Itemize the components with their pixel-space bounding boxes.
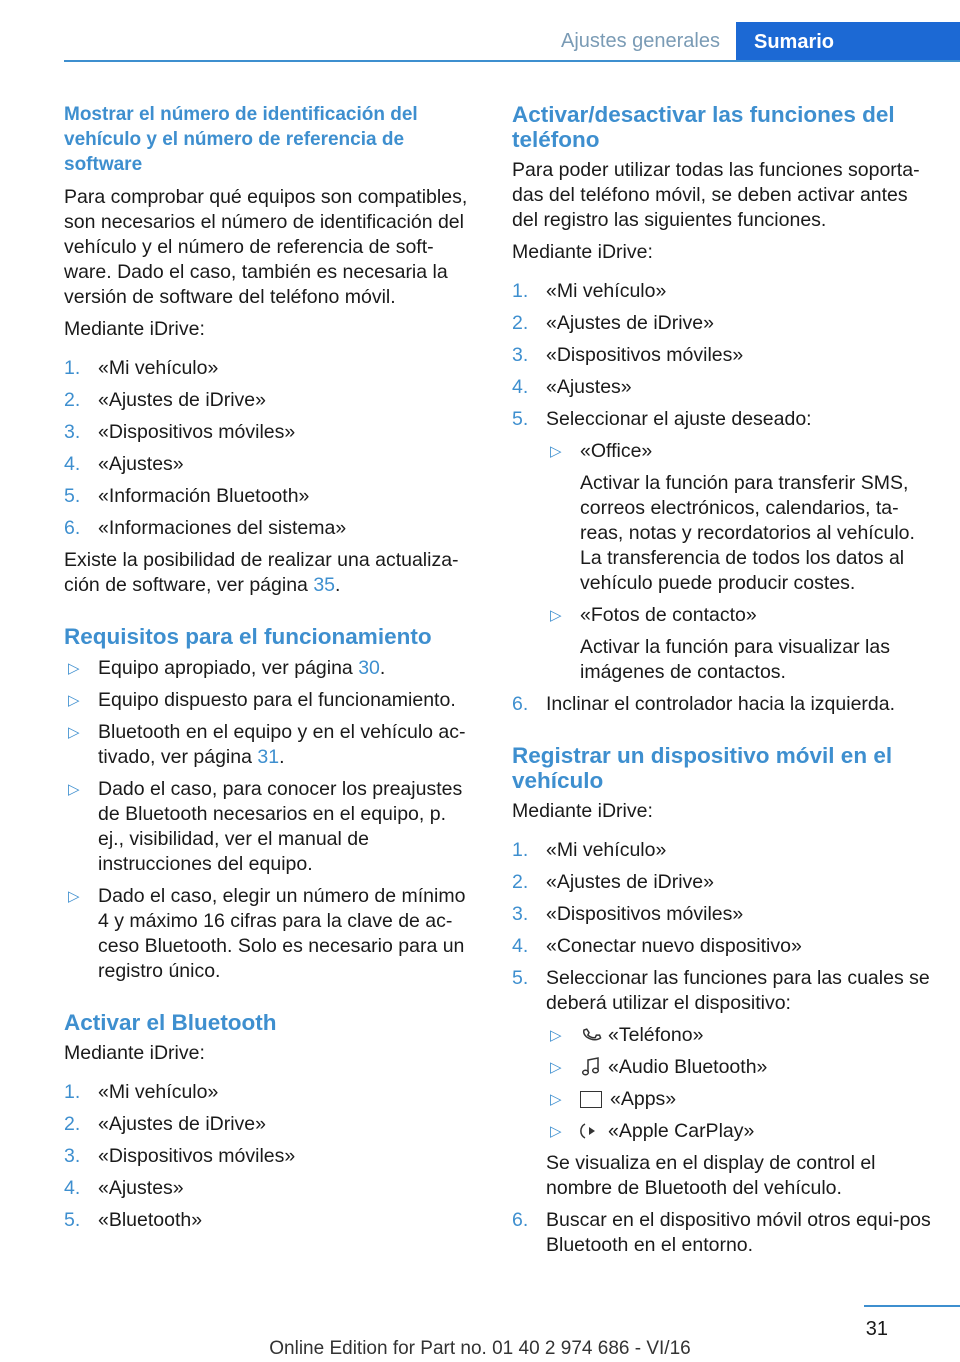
step-number: 1. [64,357,81,379]
step-number: 1. [512,280,529,302]
step-text: Seleccionar las funciones para las cuales se deberá utilizar el dispositivo: [546,967,930,1014]
list-item [546,439,932,596]
vin-steps-list [64,356,476,541]
list-item [512,375,932,400]
carplay-play-icon [580,1121,602,1141]
list-item [64,452,476,477]
bluetooth-title: Activar el Bluetooth [64,1010,277,1035]
step-text: «Ajustes de iDrive» [98,389,266,411]
list-item [64,420,476,445]
list-item [64,388,476,413]
step-number: 4. [512,376,529,398]
list-item [64,720,476,770]
reg-sub-list [546,1023,932,1144]
phone-functions-title: Activar/desactivar las funciones del teléfono [512,102,895,152]
sub-text: «Teléfono» [608,1024,704,1046]
step-number: 5. [512,408,529,430]
step-number: 6. [512,1209,529,1231]
step-text: «Informaciones del sistema» [98,517,347,539]
right-column [512,102,932,1265]
step-number: 5. [64,1209,81,1231]
footer-edition: Online Edition for Part no. 01 40 2 974 686 - VI/16 [269,1338,691,1359]
update-text-body: Existe la posibilidad de realizar una actualiza‐ción de software, ver página [64,549,459,596]
header-section-title: Ajustes generales [561,30,720,52]
idrive-label: Mediante iDrive: [64,318,205,340]
list-item [512,838,932,863]
req-text: Equipo dispuesto para el funcionamiento. [98,689,456,711]
vin-heading: Mostrar el número de identificación del vehículo y el número de referencia de software [64,104,418,175]
reg-steps-list [512,838,932,1258]
left-column [64,102,476,1240]
func-idrive-label: Mediante iDrive: [512,241,653,263]
list-item [512,311,932,336]
list-item [64,1080,476,1105]
list-item [512,407,932,685]
step-text: «Conectar nuevo dispositivo» [546,935,802,957]
phone-icon [580,1025,602,1045]
step-number: 2. [64,389,81,411]
req-end: . [379,657,386,679]
step-number: 3. [512,903,529,925]
step-text: «Mi vehículo» [98,1081,219,1103]
step-text: Inclinar el controlador hacia la izquierda. [546,693,896,715]
page-link-31[interactable]: 31 [257,746,280,768]
list-item [546,603,932,685]
list-item [64,1112,476,1137]
list-item [64,1144,476,1169]
sub-title: «Office» [580,440,653,462]
reg-after-text: Se visualiza en el display de control el nombre de Bluetooth del vehículo. [546,1152,876,1199]
step-number: 2. [512,871,529,893]
step-number: 3. [64,421,81,443]
step-text: «Mi vehículo» [546,839,667,861]
triangle-bullet-icon: ▷ [550,1027,562,1044]
step-text: «Ajustes de iDrive» [98,1113,266,1135]
list-item [64,1208,476,1233]
step-text: «Mi vehículo» [98,357,219,379]
list-item [546,1119,932,1144]
bt-idrive-label: Mediante iDrive: [64,1042,205,1064]
register-device-title: Registrar un dispositivo móvil en el vehículo [512,743,893,793]
step-text: Buscar en el dispositivo móvil otros equi‐pos Bluetooth en el entorno. [546,1209,931,1256]
sub-text: «Apps» [610,1088,677,1110]
step-text: «Bluetooth» [98,1209,203,1231]
page-number: 31 [865,1318,888,1340]
music-note-icon [580,1057,602,1077]
step-number: 1. [64,1081,81,1103]
sub-text: «Audio Bluetooth» [608,1056,768,1078]
step-number: 4. [64,1177,81,1199]
step-text: «Dispositivos móviles» [546,344,744,366]
step-number: 3. [512,344,529,366]
req-end: . [279,746,285,768]
sub-desc: Activar la función para transferir SMS, correos electrónicos, calendarios, ta‐reas, notas y recordatorios al vehículo. La transferencia de todos los datos al vehículo puede producir costes. [580,472,915,594]
step-text: «Ajustes de iDrive» [546,871,714,893]
step-text: «Ajustes de iDrive» [546,312,714,334]
triangle-bullet-icon: ▷ [550,1123,562,1140]
header-rule [64,60,960,62]
step-number: 4. [512,935,529,957]
list-item [512,343,932,368]
sub-title: «Fotos de contacto» [580,604,757,626]
update-text-end: . [335,574,341,596]
list-item [512,279,932,304]
list-item [64,688,476,713]
triangle-bullet-icon: ▷ [68,888,80,905]
triangle-bullet-icon: ▷ [550,607,562,624]
step-number: 5. [64,485,81,507]
req-text: Bluetooth en el equipo y en el vehículo ac‐tivado, ver página [98,721,466,768]
req-text: Equipo apropiado, ver página [98,657,359,679]
list-item [512,870,932,895]
list-item [64,1176,476,1201]
list-item [546,1023,932,1048]
list-item [64,516,476,541]
step-text: «Dispositivos móviles» [98,421,296,443]
list-item [64,484,476,509]
step-number: 4. [64,453,81,475]
list-item [512,1208,932,1258]
list-item [512,934,932,959]
func-sub-list [546,439,932,685]
step-number: 3. [64,1145,81,1167]
triangle-bullet-icon: ▷ [68,724,80,741]
step-text: «Dispositivos móviles» [98,1145,296,1167]
list-item [512,902,932,927]
req-text: Dado el caso, elegir un número de mínimo 4 y máximo 16 cifras para la clave de ac‐ceso Bluetooth. Solo es necesario para un registro único. [98,885,466,982]
triangle-bullet-icon: ▷ [550,443,562,460]
step-text: «Mi vehículo» [546,280,667,302]
list-item [64,356,476,381]
req-text: Dado el caso, para conocer los preajustes de Bluetooth necesarios en el equipo, p. ej., visibilidad, ver el manual de instrucciones del equipo. [98,778,463,875]
step-text: «Ajustes» [546,376,632,398]
step-text: «Ajustes» [98,1177,184,1199]
sub-text: «Apple CarPlay» [608,1120,755,1142]
list-item [512,966,932,1201]
step-text: «Dispositivos móviles» [546,903,744,925]
step-number: 2. [512,312,529,334]
step-number: 1. [512,839,529,861]
list-item [64,656,476,681]
list-item [64,777,476,877]
requirements-title: Requisitos para el funcionamiento [64,624,432,649]
page-link-30[interactable]: 30 [358,657,380,679]
func-text: Para poder utilizar todas las funciones soporta‐das del teléfono móvil, se deben activar antes del registro las siguientes funciones. [512,159,920,231]
tab-sumario[interactable]: Sumario [736,22,960,61]
triangle-bullet-icon: ▷ [68,660,80,677]
list-item [546,1055,932,1080]
triangle-bullet-icon: ▷ [68,781,80,798]
step-number: 6. [512,693,529,715]
sub-desc: Activar la función para visualizar las imágenes de contactos. [580,636,890,683]
step-number: 6. [64,517,81,539]
step-text: Seleccionar el ajuste deseado: [546,408,812,430]
reg-idrive-label: Mediante iDrive: [512,800,653,822]
triangle-bullet-icon: ▷ [550,1091,562,1108]
update-text [64,548,476,598]
func-steps-list [512,279,932,717]
list-item [512,692,932,717]
page-link-35[interactable]: 35 [313,574,336,596]
triangle-bullet-icon: ▷ [68,692,80,709]
footer-rule [864,1305,960,1307]
vin-text: Para comprobar qué equipos son compatibles, son necesarios el número de identificación del vehículo y el número de referencia de soft‐ware. Dado el caso, también es necesaria la versión de software del teléfono móvil. [64,186,468,308]
step-text: «Ajustes» [98,453,184,475]
requirements-list [64,656,476,984]
list-item [64,884,476,984]
bt-steps-list [64,1080,476,1233]
step-text: «Información Bluetooth» [98,485,310,507]
triangle-bullet-icon: ▷ [550,1059,562,1076]
step-number: 2. [64,1113,81,1135]
step-number: 5. [512,967,529,989]
list-item [546,1087,932,1112]
apps-box-icon [580,1091,602,1108]
